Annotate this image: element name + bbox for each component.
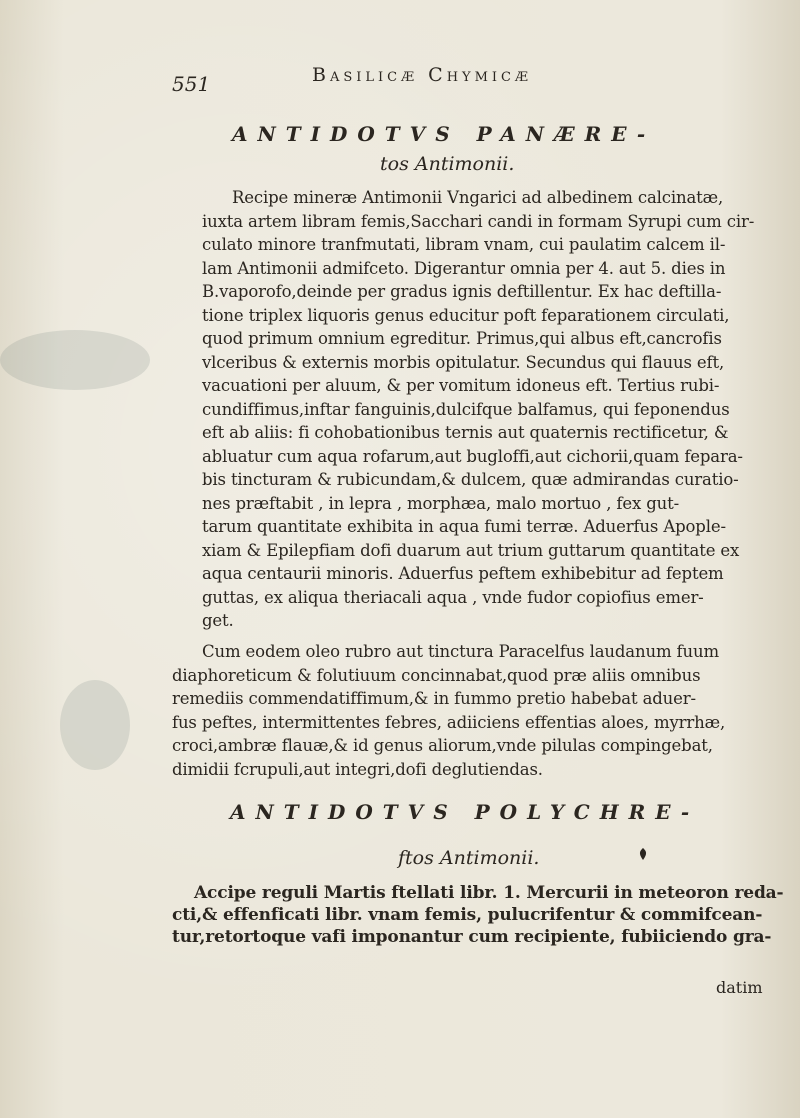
- text-line: Recipe mineræ Antimonii Vngarici ad albedinem calcinatæ,: [232, 188, 724, 207]
- text-line: eft ab aliis: fi cohobationibus ternis aut quaternis rectificetur, &: [202, 423, 729, 442]
- text-line: quod primum omnium egreditur. Primus,qui albus eft,cancrofis: [202, 329, 722, 348]
- page-number: 551: [172, 72, 211, 96]
- section-subtitle: ftos Antimonii.: [398, 847, 540, 869]
- text-line: nes præftabit , in lepra , morphæa, malo mortuo , fex gut-: [202, 493, 679, 513]
- section-title: ANTIDOTVS POLYCHRE-: [230, 800, 700, 824]
- running-head: Basilicæ Chymicæ: [312, 64, 533, 86]
- text-line: Cum eodem oleo rubro aut tinctura Paracelfus laudanum fuum: [202, 642, 719, 661]
- paragraph: [172, 640, 784, 781]
- text-line: guttas, ex aliqua theriacali aqua , vnde fudor copiofius emer-: [202, 587, 704, 607]
- text-line: iuxta artem libram femis,Sacchari candi in formam Syrupi cum cir-: [202, 211, 755, 231]
- text-line: bis tincturam & rubicundam,& dulcem, quæ admirandas curatio-: [202, 470, 739, 489]
- text-line: croci,ambræ flauæ,& id genus aliorum,vnde pilulas compingebat,: [172, 736, 713, 755]
- section-subtitle: tos Antimonii.: [380, 153, 515, 175]
- text-line: culato minore tranfmutati, libram vnam, cui paulatim calcem il-: [202, 235, 726, 254]
- text-line: lam Antimonii admifceto. Digerantur omnia per 4. aut 5. dies in: [202, 258, 726, 278]
- text-line: vlceribus & externis morbis opitulatur. Secundus qui flauus eft,: [202, 352, 725, 372]
- text-line: vacuationi per aluum, & per vomitum idoneus eft. Tertius rubi-: [202, 376, 720, 395]
- text-line: B.vaporofo,deinde per gradus ignis deftillentur. Ex hac deftilla-: [202, 282, 722, 301]
- text-line: tur,retortoque vafi imponantur cum recipiente, fubiiciendo gra-: [172, 927, 772, 947]
- text-line: diaphoreticum & folutiuum concinnabat,quod præ aliis omnibus: [172, 665, 701, 685]
- text-line: get.: [202, 611, 234, 630]
- ink-bleed: [0, 330, 150, 390]
- text-line: cundiffimus,inftar fanguinis,dulcifque balfamus, qui feponendus: [202, 399, 730, 419]
- text-line: fus peftes, intermittentes febres, adiiciens effentias aloes, myrrhæ,: [172, 712, 726, 732]
- text-line: abluatur cum aqua rofarum,aut bugloffi,aut cichorii,quam fepara-: [202, 446, 743, 466]
- text-line: remediis commendatiffimum,& in fummo pretio habebat aduer-: [172, 689, 696, 708]
- catchword: datim: [716, 978, 763, 997]
- text-line: tarum quantitate exhibita in aqua fumi terræ. Aduerfus Apople-: [202, 517, 726, 536]
- text-line: dimidii fcrupuli,aut integri,dofi deglutiendas.: [172, 759, 543, 779]
- fleuron-icon: [636, 847, 650, 861]
- paragraph: [172, 882, 784, 948]
- text-line: aqua centaurii minoris. Aduerfus peftem exhibebitur ad feptem: [202, 564, 724, 583]
- text-line: tione triplex liquoris genus educitur poft feparationem circulati,: [202, 305, 730, 325]
- paragraph: [172, 186, 784, 633]
- section-title: ANTIDOTVS PANÆRE-: [232, 122, 656, 146]
- text-line: xiam & Epilepfiam dofi duarum aut trium guttarum quantitate ex: [202, 540, 740, 560]
- text-line: cti,& effenficati libr. vnam femis, pulucrifentur & commifcean-: [172, 905, 763, 925]
- ink-bleed: [60, 680, 130, 770]
- text-line: Accipe reguli Martis ftellati libr. 1. Mercurii in meteoron reda-: [194, 883, 784, 903]
